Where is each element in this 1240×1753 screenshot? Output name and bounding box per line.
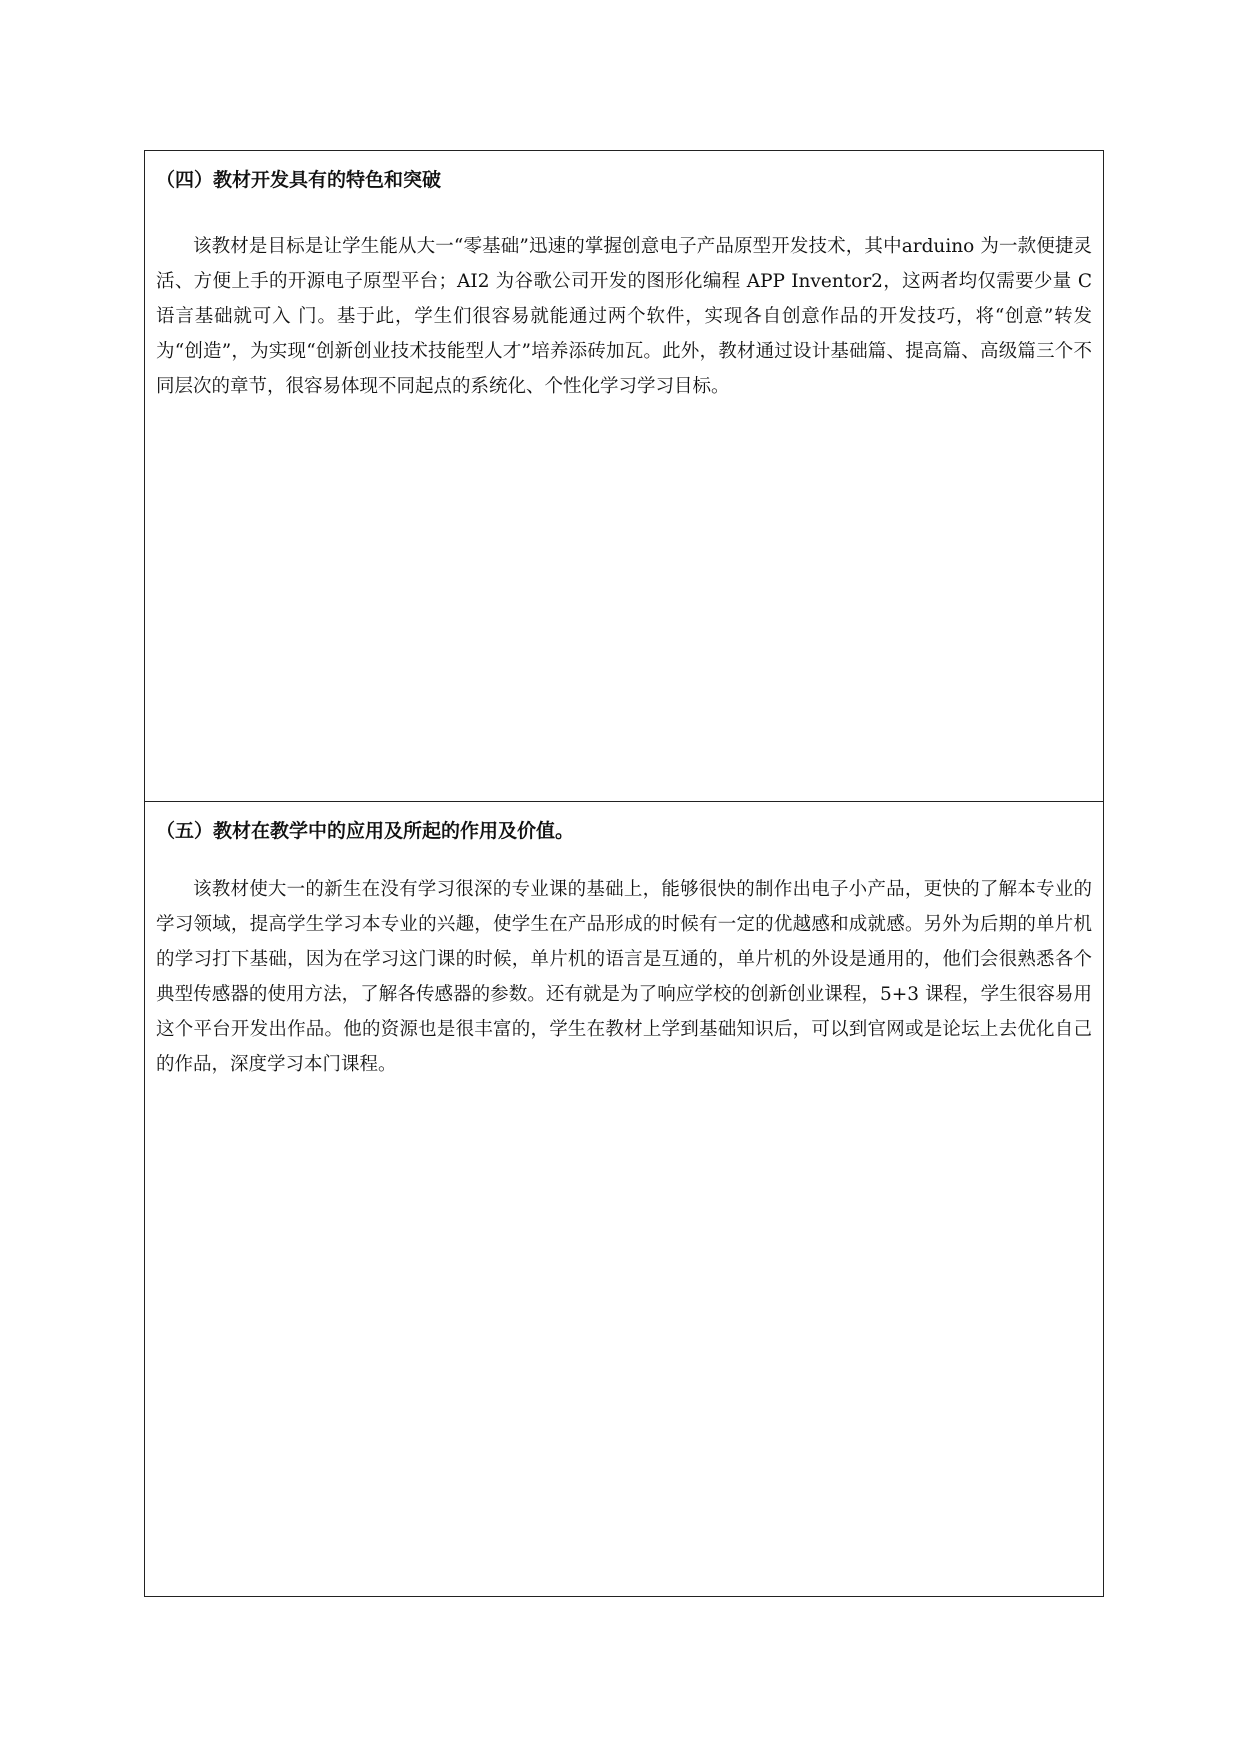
section-body: 该教材使大一的新生在没有学习很深的专业课的基础上，能够很快的制作出电子小产品，更快的了解本专业的学习领域，提高学生学习本专业的兴趣，使学生在产品形成的时候有一定的优越感和成就感。另外为后期的单片机的学习打下基础，因为在学习这门课的时候，单片机的语言是互通的，单片机的外设是通用的，他们会很熟悉各个典型传感器的使用方法，了解各传感器的参数。还有就是为了响应学校的创新创业课程，5+3 课程，学生很容易用这个平台开发出作品。他的资源也是很丰富的，学生在教材上学到基础知识后，可以到官网或是论坛上去优化自己的作品，深度学习本门课程。 <box>156 879 1092 1075</box>
section-body: 该教材是目标是让学生能从大一“零基础”迅速的掌握创意电子产品原型开发技术，其中arduino 为一款便捷灵活、方便上手的开源电子原型平台；AI2 为谷歌公司开发的图形化编程 APP Inventor2，这两者均仅需要少量 C 语言基础就可入 门。基于此，学生们很容易就能通过两个软件，实现各自创意作品的开发技巧，将“创意”转发为“创造”，为实现“创新创业技术技能型人才”培养添砖加瓦。此外，教材通过设计基础篇、提高篇、高级篇三个不同层次的章节，很容易体现不同起点的系统化、个性化学习学习目标。 <box>156 236 1092 397</box>
form-table <box>144 150 1104 1597</box>
section-heading: （四）教材开发具有的特色和突破 <box>156 169 442 191</box>
section-features <box>145 151 1103 802</box>
section-application <box>145 802 1103 1596</box>
section-heading: （五）教材在教学中的应用及所起的作用及价值。 <box>156 820 575 842</box>
